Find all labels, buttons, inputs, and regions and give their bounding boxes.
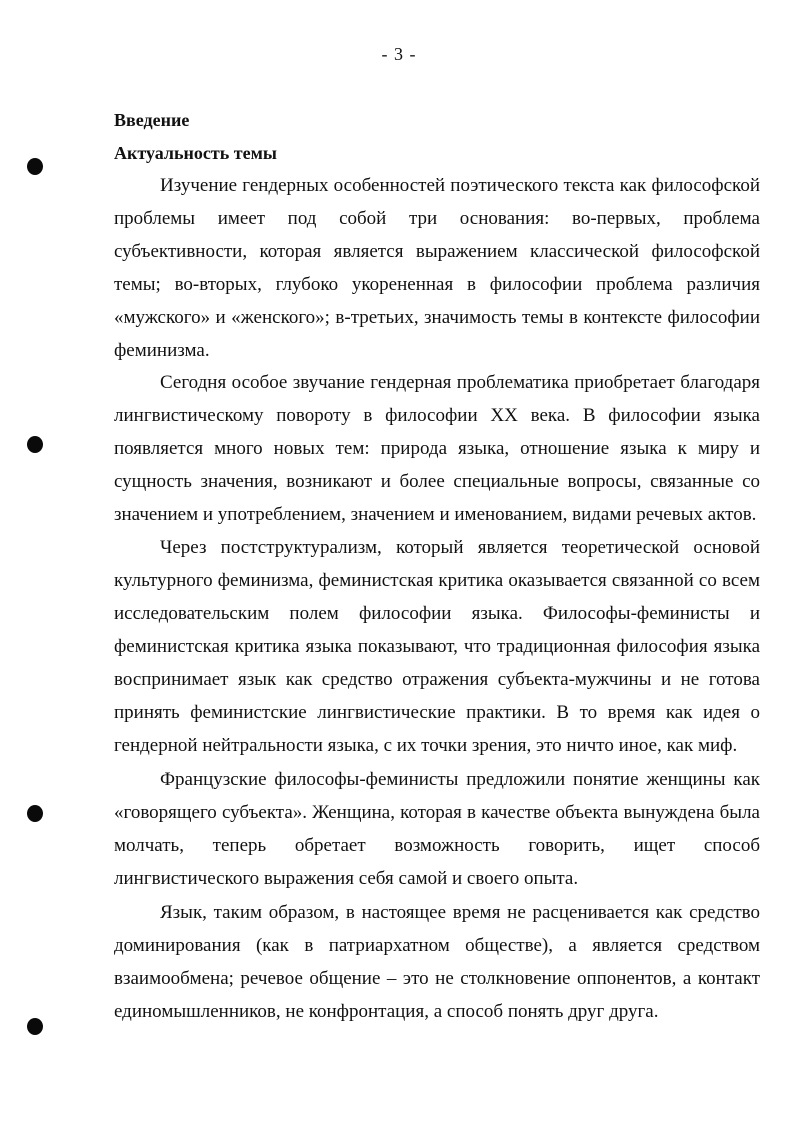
subsection-title: Актуальность темы [114,143,277,163]
paragraph-1: Изучение гендерных особенностей поэтического текста как философской проблемы имеет под собой три основания: во-первых, проблема субъективности, которая является выражением классической философской темы; во-вторых, глубоко укорененная в философии проблема различия «мужского» и «женского»; в-третьих, значимость темы в контексте философии феминизма. [114,175,760,361]
punch-hole [27,436,43,453]
punch-hole [27,1018,43,1035]
paragraph-2: Сегодня особое звучание гендерная проблематика приобретает благодаря лингвистическому повороту в философии XX века. В философии языка появляется много новых тем: природа языка, отношение языка к миру и сущность значения, возникают и более специальные вопросы, связанные со значением и употреблением, значением и именованием, видами речевых актов. [114,372,760,525]
punch-hole [27,805,43,822]
paragraph-3: Через постструктурализм, который является теоретической основой культурного феминизма, феминистская критика оказывается связанной со всем исследовательским полем философии языка. Философы-феминисты и феминистская критика языка показывают, что традиционная философия языка воспринимает язык как средство отражения субъекта-мужчины и не готова принять феминистские лингвистические практики. В то время как идея о гендерной нейтральности языка, с их точки зрения, это ничто иное, как миф. [114,537,760,756]
paragraph-4: Французские философы-феминисты предложили понятие женщины как «говорящего субъекта». Женщина, которая в качестве объекта вынуждена была молчать, теперь обретает возможность говорить, ищет способ лингвистического выражения себя самой и своего опыта. [114,769,760,889]
punch-hole [27,158,43,175]
page-number: - 3 - [381,44,417,64]
paragraph-5: Язык, таким образом, в настоящее время не расценивается как средство доминирования (как в патриархатном обществе), а является средством взаимообмена; речевое общение – это не столкновение оппонентов, а контакт единомышленников, не конфронтация, а способ понять друг друга. [114,902,760,1022]
section-title: Введение [114,110,190,130]
